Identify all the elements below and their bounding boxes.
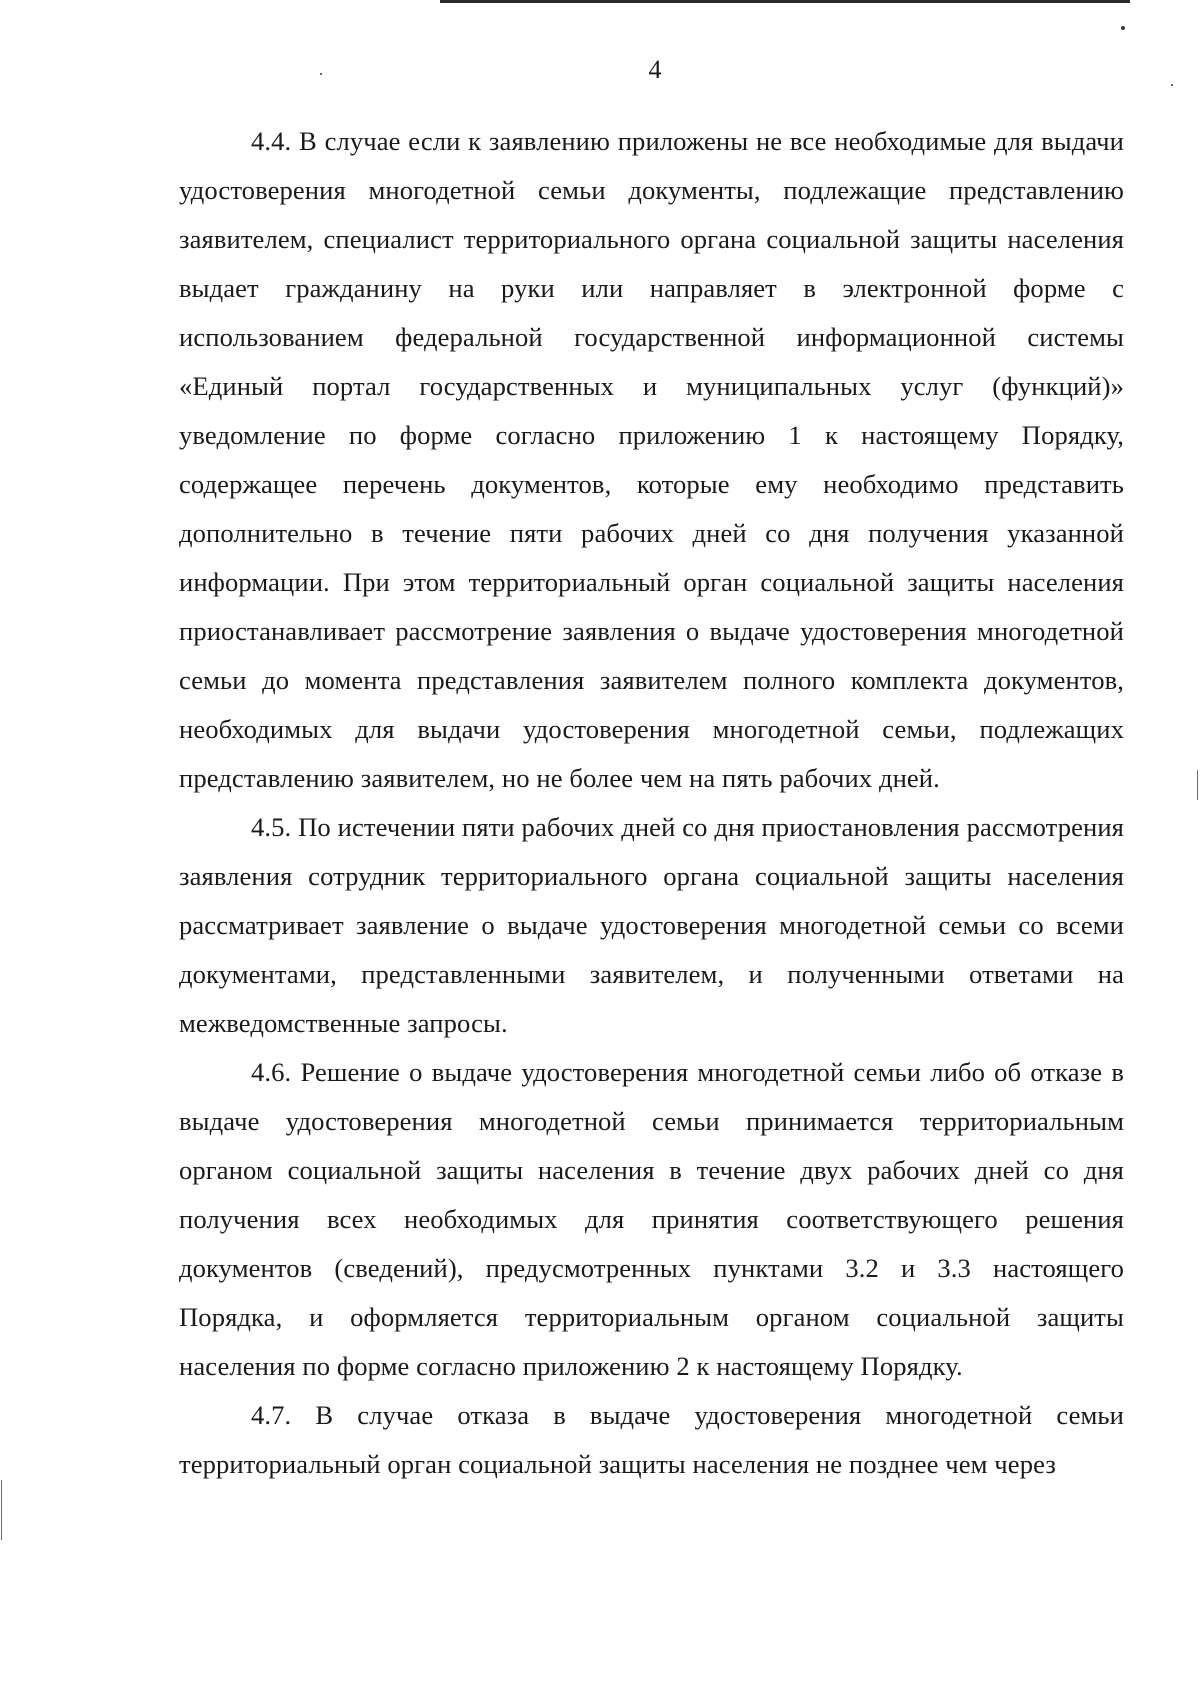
scan-artifact-mark <box>1197 770 1198 800</box>
paragraph-4-5: 4.5. По истечении пяти рабочих дней со дня приостановления рассмотрения заявления сотрудник территориального органа социальной защиты населения рассматривает заявление о выдаче удостоверения многодетной семьи со всеми документами, представленными заявителем, и полученными ответами на межведомственные запросы. <box>179 812 1124 1038</box>
paragraph-4-4: 4.4. В случае если к заявлению приложены не все необходимые для выдачи удостоверения многодетной семьи документы, подлежащие представлению заявителем, специалист территориального органа социальной защиты населения выдает гражданину на руки или направляет в электронной форме с использованием федеральной государственной информационной системы «Единый портал государственных и муниципальных услуг (функций)» уведомление по форме согласно приложению 1 к настоящему Порядку, содержащее перечень документов, которые ему необходимо представить дополнительно в течение пяти рабочих дней со дня получения указанной информации. При этом территориальный орган социальной защиты населения приостанавливает рассмотрение заявления о выдаче удостоверения многодетной семьи до момента представления заявителем полного комплекта документов, необходимых для выдачи удостоверения многодетной семьи, подлежащих представлению заявителем, но не более чем на пять рабочих дней. <box>179 126 1124 793</box>
top-scan-rule <box>440 0 1130 3</box>
paragraph-4-6: 4.6. Решение о выдаче удостоверения многодетной семьи либо об отказе в выдаче удостоверения многодетной семьи принимается территориальным органом социальной защиты населения в течение двух рабочих дней со дня получения всех необходимых для принятия соответствующего решения документов (сведений), предусмотренных пунктами 3.2 и 3.3 настоящего Порядка, и оформляется территориальным органом социальной защиты населения по форме согласно приложению 2 к настоящему Порядку. <box>179 1057 1124 1381</box>
paragraph-4-7: 4.7. В случае отказа в выдаче удостоверения многодетной семьи территориальный орган социальной защиты населения не позднее чем через <box>179 1400 1124 1479</box>
document-body <box>179 117 1124 1489</box>
scan-artifact-mark <box>1 1480 2 1540</box>
scan-artifact-dot <box>1121 26 1125 30</box>
page-number: 4 <box>648 55 662 84</box>
